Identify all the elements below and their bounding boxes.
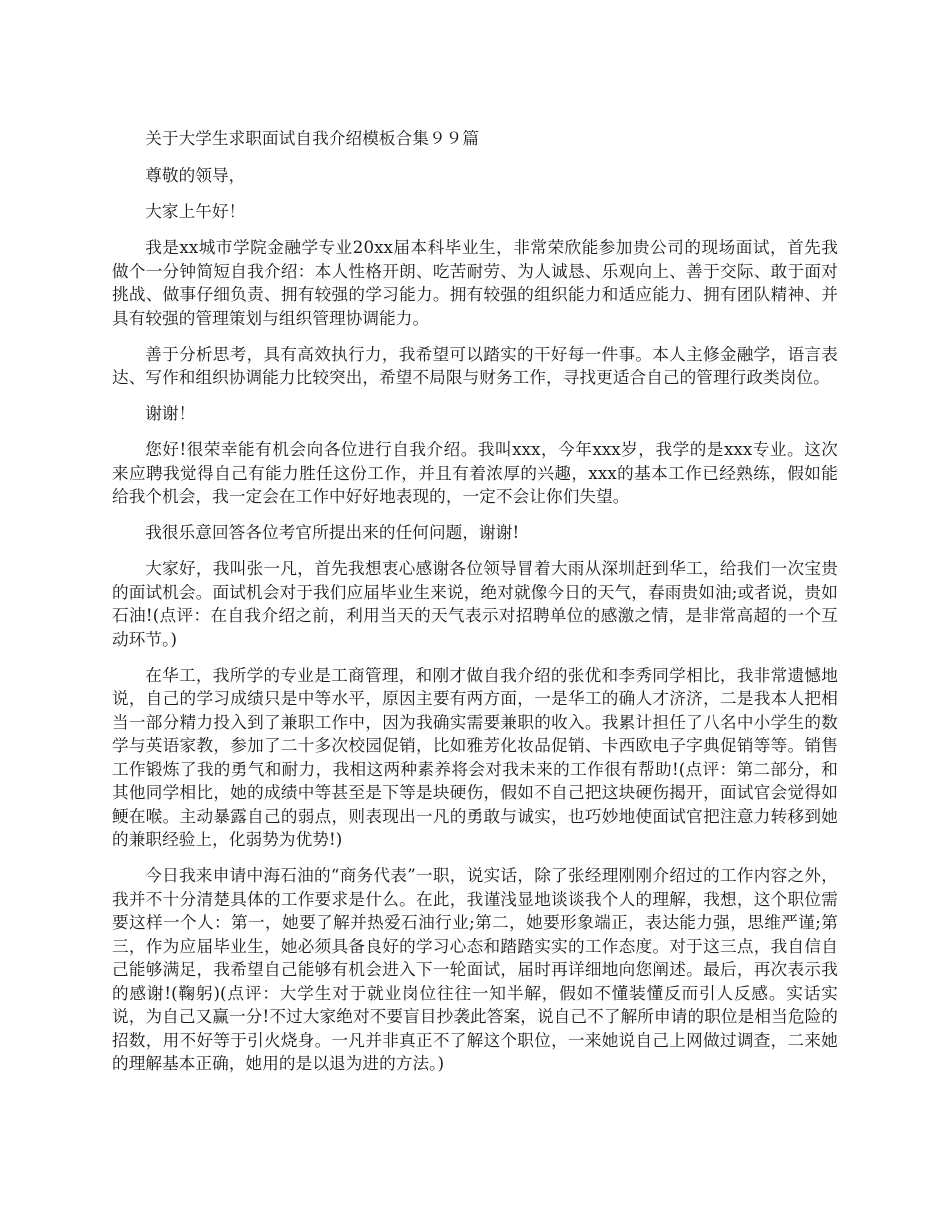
paragraph-intro-1: 我是xx城市学院金融学专业20xx届本科毕业生，非常荣欣能参加贵公司的现场面试，首先我做个一分钟简短自我介绍：本人性格开朗、吃苦耐劳、为人诚恳、乐观向上、善于交际、敢于面对挑战、做事仔细负责、拥有较强的学习能力。拥有较强的组织能力和适应能力、拥有团队精神、并具有较强的管理策划与组织管理协调能力。: [112, 238, 838, 328]
paragraph-thanks: 谢谢！: [145, 404, 196, 423]
paragraph-zhang-2: 在华工，我所学的专业是工商管理，和刚才做自我介绍的张优和李秀同学相比，我非常遗憾地说，自己的学习成绩只是中等水平，原因主要有两方面，一是华工的确人才济济，二是我本人把相当一部分精力投入到了兼职工作中，因为我确实需要兼职的收入。我累计担任了八名中小学生的数学与英语家教，参加了二十多次校园促销，比如雅芳化妆品促销、卡西欧电子字典促销等等。销售工作锻炼了我的勇气和耐力，我相这两种素养将会对我未来的工作很有帮助!(点评：第二部分，和其他同学相比，她的成绩中等甚至是下等是块硬伤，假如不自己把这块硬伤揭开，面试官会觉得如鲠在喉。主动暴露自己的弱点，则表现出一凡的勇敢与诚实，也巧妙地使面试官把注意力转移到她的兼职经验上，化弱势为优势!): [112, 665, 838, 849]
document-title: 关于大学生求职面试自我介绍模板合集９９篇: [145, 129, 480, 148]
paragraph-hello: 大家上午好！: [145, 202, 246, 221]
paragraph-intro-2: 善于分析思考，具有高效执行力，我希望可以踏实的干好每一件事。本人主修金融学，语言表达、写作和组织协调能力比较突出，希望不局限与财务工作，寻找更适合自己的管理行政类岗位。: [112, 344, 838, 387]
paragraph-zhang-3: 今日我来申请中海石油的“商务代表”一职，说实话，除了张经理刚刚介绍过的工作内容之外，我并不十分清楚具体的工作要求是什么。在此，我谨浅显地谈谈我个人的理解，我想，这个职位需要这样一个人：第一，她要了解并热爱石油行业;第二，她要形象端正，表达能力强，思维严谨;第三，作为应届毕业生，她必须具备良好的学习心态和踏踏实实的工作态度。对于这三点，我自信自己能够满足，我希望自己能够有机会进入下一轮面试，届时再详细地向您阐述。最后，再次表示我的感谢!(鞠躬)(点评：大学生对于就业岗位往往一知半解，假如不懂装懂反而引人反感。实话实说，为自己又赢一分!不过大家绝对不要盲目抄袭此答案，说自己不了解所申请的职位是相当危险的招数，用不好等于引火烧身。一凡并非真正不了解这个职位，一来她说自己上网做过调查，二来她的理解基本正确，她用的是以退为进的方法。): [112, 866, 838, 1073]
paragraph-zhang-1: 大家好，我叫张一凡，首先我想衷心感谢各位领导冒着大雨从深圳赶到华工，给我们一次宝贵的面试机会。面试机会对于我们应届毕业生来说，绝对就像今日的天气，春雨贵如油;或者说，贵如石油!(点评：在自我介绍之前，利用当天的天气表示对招聘单位的感激之情，是非常高超的一个互动环节。): [112, 559, 838, 649]
paragraph-intro-3: 您好!很荣幸能有机会向各位进行自我介绍。我叫xxx，今年xxx岁，我学的是xxx专业。这次来应聘我觉得自己有能力胜任这份工作，并且有着浓厚的兴趣，xxx的基本工作已经熟练，假如能给我个机会，我一定会在工作中好好地表现的，一定不会让你们失望。: [112, 440, 838, 506]
paragraph-greeting: 尊敬的领导，: [145, 166, 246, 185]
paragraph-answer: 我很乐意回答各位考官所提出来的任何问题，谢谢!: [145, 523, 520, 542]
